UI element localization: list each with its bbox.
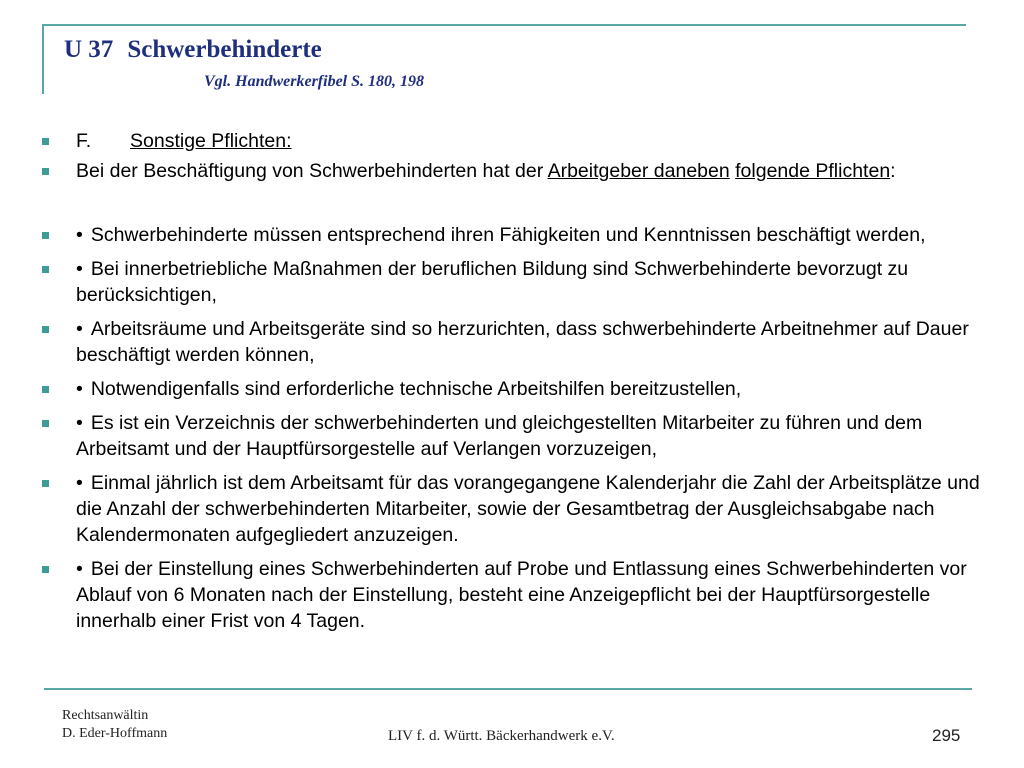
duty-text: Einmal jährlich ist dem Arbeitsamt für das vorangegangene Kalenderjahr die Zahl der Arbeitsplätze und die Anzahl der schwerbehinderten Mitarbeiter, sowie der Gesamtbetrag der Ausgleichsabgabe nach Kalendermonaten aufgegliedert anzuzeigen. xyxy=(76,472,980,546)
intro-text-end: : xyxy=(890,160,896,182)
footer-divider-line xyxy=(44,688,972,690)
intro-paragraph xyxy=(40,158,980,184)
duty-item xyxy=(40,410,980,462)
section-title: Sonstige Pflichten: xyxy=(130,130,292,152)
duty-text: Es ist ein Verzeichnis der schwerbehinderten und gleichgestellten Mitarbeiter zu führen und dem Arbeitsamt und der Hauptfürsorgestelle auf Verlangen vorzuzeigen, xyxy=(76,412,923,460)
header-frame-corner xyxy=(42,24,44,94)
slide-title xyxy=(64,36,322,64)
duty-text: Notwendigenfalls sind erforderliche technische Arbeitshilfen bereitzustellen, xyxy=(90,378,742,400)
section-heading xyxy=(40,128,980,154)
intro-text-start: Bei der Beschäftigung von Schwerbehinderten hat der xyxy=(76,160,548,182)
bullet-dot: • xyxy=(76,318,83,340)
duty-item xyxy=(40,470,980,548)
footer-author xyxy=(62,707,167,743)
intro-underlined-duties: folgende Pflichten xyxy=(735,160,891,182)
duty-text: Schwerbehinderte müssen entsprechend ihren Fähigkeiten und Kenntnissen beschäftigt werden, xyxy=(90,224,926,246)
header-frame-line xyxy=(42,24,966,26)
duty-item xyxy=(40,222,980,248)
bullet-dot: • xyxy=(76,472,83,494)
intro-underlined-employer: Arbeitgeber daneben xyxy=(547,160,730,182)
duty-text: Bei innerbetriebliche Maßnahmen der beruflichen Bildung sind Schwerbehinderte bevorzugt zu berücksichtigen, xyxy=(76,258,909,306)
slide-title-text: Schwerbehinderte xyxy=(127,36,322,63)
slide-content xyxy=(40,128,980,642)
bullet-dot: • xyxy=(76,412,83,434)
duty-text: Arbeitsräume und Arbeitsgeräte sind so herzurichten, dass schwerbehinderte Arbeitnehmer auf Dauer beschäftigt werden können, xyxy=(76,318,969,366)
bullet-dot: • xyxy=(76,224,83,246)
duty-item xyxy=(40,256,980,308)
duty-item xyxy=(40,376,980,402)
bullet-dot: • xyxy=(76,258,83,280)
slide-subtitle: Vgl. Handwerkerfibel S. 180, 198 xyxy=(204,73,425,90)
footer-author-title: Rechtsanwältin xyxy=(62,708,149,723)
duty-item xyxy=(40,556,980,634)
page-number: 295 xyxy=(932,726,961,745)
footer-author-name: D. Eder-Hoffmann xyxy=(62,726,168,741)
bullet-dot: • xyxy=(76,558,83,580)
duty-text: Bei der Einstellung eines Schwerbehinderten auf Probe und Entlassung eines Schwerbehinderten vor Ablauf von 6 Monaten nach der Einstellung, besteht eine Anzeigepflicht bei der Hauptfürsorgestelle innerhalb einer Frist von 4 Tagen. xyxy=(76,558,967,632)
duty-item xyxy=(40,316,980,368)
bullet-dot: • xyxy=(76,378,83,400)
slide-code: U 37 xyxy=(64,36,114,63)
section-letter: F. xyxy=(76,130,92,152)
footer-organization: LIV f. d. Württ. Bäckerhandwerk e.V. xyxy=(388,728,615,744)
